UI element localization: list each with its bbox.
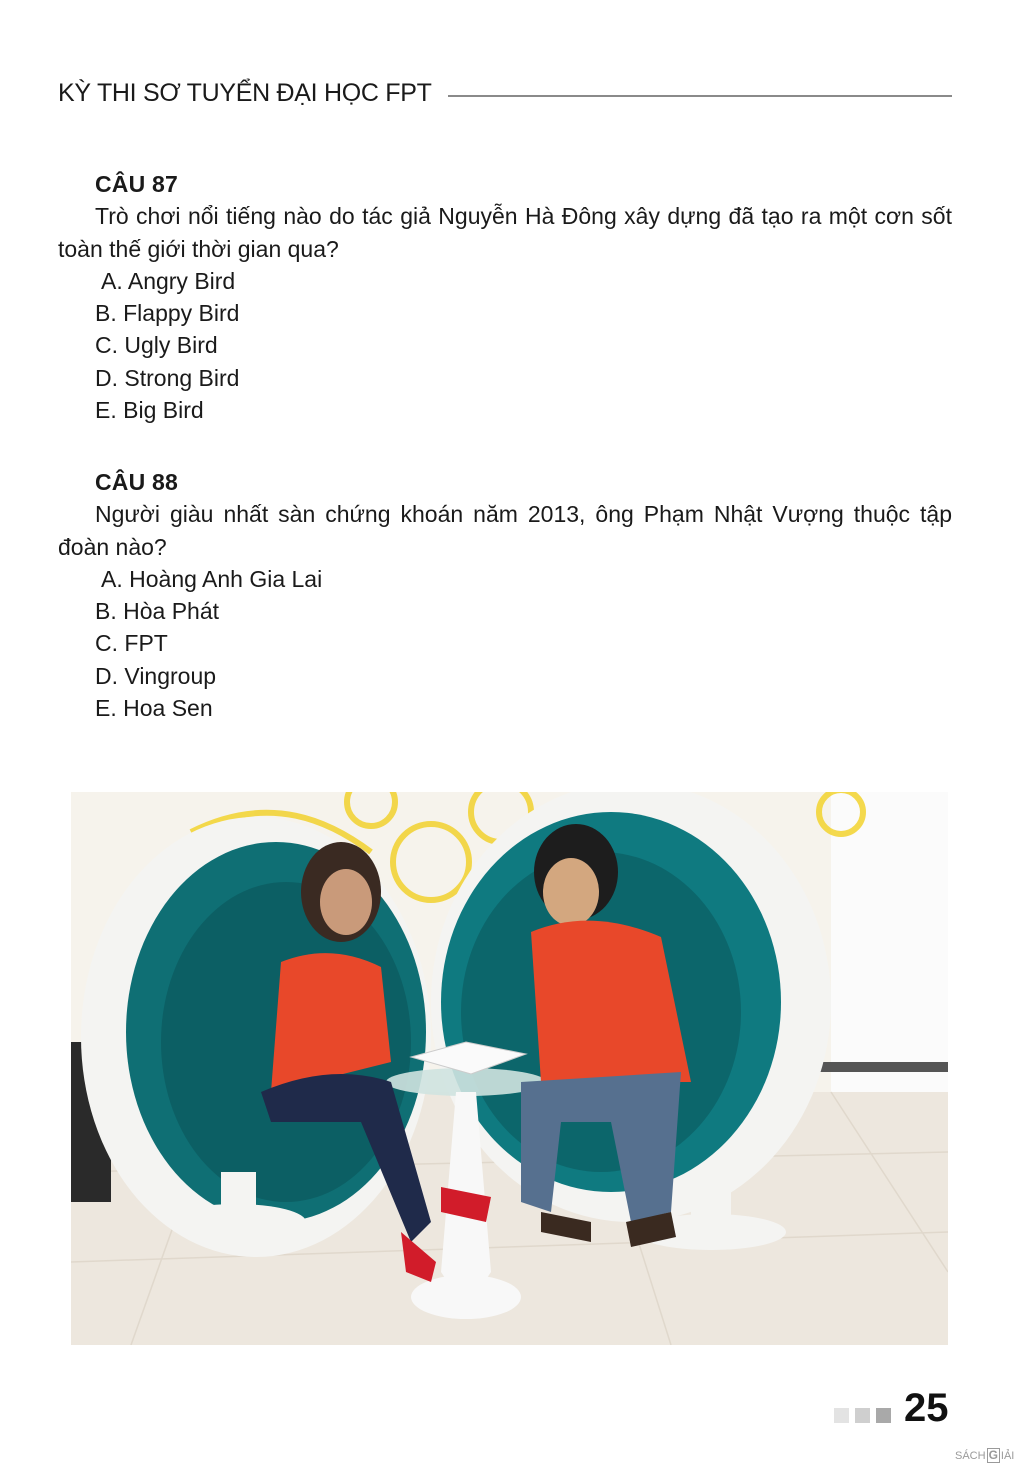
option-a: A. Hoàng Anh Gia Lai — [101, 565, 323, 592]
question-label: CÂU 88 — [95, 469, 179, 495]
option-b: B. Flappy Bird — [95, 300, 240, 327]
option-c: C. FPT — [95, 630, 168, 657]
option-e: E. Hoa Sen — [95, 695, 213, 722]
dot-1 — [834, 1408, 849, 1423]
question-text: Người giàu nhất sàn chứng khoán năm 2013, ông Phạm Nhật Vượng thuộc tập đoàn nào? — [58, 501, 952, 560]
watermark-right: IẢI — [1000, 1449, 1015, 1462]
option-c: C. Ugly Bird — [95, 332, 218, 359]
option-d: D. Vingroup — [95, 662, 217, 689]
header-title: KỲ THI SƠ TUYỂN ĐẠI HỌC FPT — [58, 78, 432, 107]
photo-students-ball-chairs — [71, 792, 948, 1345]
photo-illustration — [71, 792, 948, 1345]
question-text: Trò chơi nổi tiếng nào do tác giả Nguyễn Hà Đông xây dựng đã tạo ra một cơn sốt toàn thế giới thời gian qua? — [58, 203, 952, 262]
running-header — [58, 76, 952, 110]
option-list — [58, 265, 952, 426]
option-b: B. Hòa Phát — [95, 598, 220, 625]
header-rule — [448, 95, 952, 97]
option-a: A. Angry Bird — [101, 267, 236, 294]
page-dots — [834, 1408, 891, 1423]
question-label: CÂU 87 — [95, 171, 179, 197]
watermark — [955, 1448, 1014, 1463]
option-e: E. Big Bird — [95, 397, 204, 424]
watermark-box: G — [988, 1448, 998, 1462]
dot-3 — [876, 1408, 891, 1423]
dot-2 — [855, 1408, 870, 1423]
option-list — [58, 563, 952, 724]
page-number: 25 — [904, 1386, 949, 1430]
question-88 — [58, 466, 952, 724]
watermark-left: SÁCH — [955, 1449, 986, 1462]
question-87 — [58, 168, 952, 426]
option-d: D. Strong Bird — [95, 364, 240, 391]
